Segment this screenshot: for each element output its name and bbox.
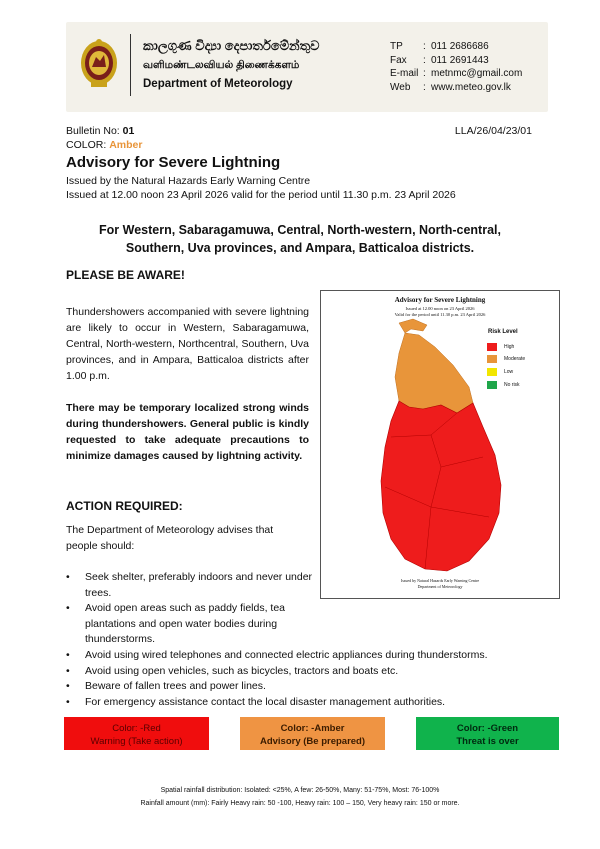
legend-swatch — [487, 343, 497, 351]
map-subtitle-issued: Issued at 12.00 noon on 23 April 2026 — [405, 306, 475, 311]
issued-at: Issued at 12.00 noon 23 April 2026 valid for the period until 11.30 p.m. 23 April 2026 — [66, 189, 456, 201]
bullet-icon: • — [66, 648, 70, 661]
rainfall-amount-note: Rainfall amount (mm): Fairly Heavy rain: 50 -100, Heavy rain: 100 – 150, Very heavy rain: 150 or more. — [140, 800, 460, 807]
legend-swatch — [487, 381, 497, 389]
map-footer-issuer: Issued by Natural Hazards Early Warning Centre — [400, 578, 480, 583]
legend-item-high: High — [487, 343, 514, 351]
legend-swatch — [487, 368, 497, 376]
bulletin-color: COLOR: Amber — [66, 139, 143, 151]
legend-item-moderate: Moderate — [487, 355, 525, 363]
map-footer-department: Department of Meteorology — [417, 584, 463, 589]
contact-details — [390, 40, 522, 94]
contact-row-web: Web : www.meteo.gov.lk — [390, 81, 511, 93]
color-code-red: Color: -Red Warning (Take action) — [64, 717, 209, 750]
legend-title: Risk Level — [488, 329, 518, 335]
bullet-icon: • — [66, 571, 70, 583]
please-be-aware-heading: PLEASE BE AWARE! — [66, 268, 185, 282]
legend-item-low: Low — [487, 368, 513, 376]
contact-row-tp: TP : 011 2686686 — [390, 41, 489, 52]
bullet-icon: • — [66, 695, 70, 708]
advises-text: The Department of Meteorology advises that people should: — [66, 524, 274, 552]
department-name-tamil: வளிமண்டலவியல் திணைக்களம் — [143, 59, 300, 71]
bulletin-reference: LLA/26/04/23/01 — [454, 125, 532, 137]
color-code-amber: Color: -Amber Advisory (Be prepared) — [240, 717, 385, 750]
bullet-icon: • — [66, 664, 70, 677]
list-item: • Beware of fallen trees and power lines. — [66, 679, 546, 695]
header-divider — [130, 34, 131, 96]
affected-areas: For Western, Sabaragamuwa, Central, North-western, North-central, Southern, Uva provinces, and Ampara, Batticaloa districts. — [99, 223, 501, 255]
rainfall-distribution-note: Spatial rainfall distribution: Isolated: <25%, A few: 26-50%, Many: 51-75%, Most: 76-100% — [160, 787, 440, 794]
department-name-english: Department of Meteorology — [143, 78, 293, 90]
sri-lanka-emblem-icon — [78, 35, 120, 93]
list-item: • Avoid using open vehicles, such as bicycles, tractors and boats etc. — [66, 664, 546, 680]
legend-swatch — [487, 355, 497, 363]
bullet-icon: • — [66, 680, 70, 693]
department-name-sinhala: කාලගුණ විද්‍යා දෙපාර්තමේන්තුව — [143, 38, 320, 53]
issued-by: Issued by the Natural Hazards Early Warning Centre — [66, 175, 311, 187]
list-item: • Avoid open areas such as paddy fields, tea plantations and open water bodies during thunderstorms. — [66, 602, 286, 646]
contact-row-fax: Fax : 011 2691443 — [390, 54, 489, 66]
bulletin-number: Bulletin No: 01 — [66, 125, 135, 137]
legend-item-no-risk: No risk — [487, 381, 520, 389]
advisory-title: Advisory for Severe Lightning — [66, 154, 281, 171]
map-title: Advisory for Severe Lightning — [394, 296, 486, 304]
list-item: • Avoid using wired telephones and connected electric appliances during thunderstorms. — [66, 648, 546, 664]
map-subtitle-valid: Valid for the period until 11.30 p.m. 23 April 2026 — [394, 312, 486, 317]
list-item: • Seek shelter, preferably indoors and never under trees. — [66, 571, 313, 599]
risk-map — [320, 290, 560, 599]
color-code-green: Color: -Green Threat is over — [416, 717, 559, 750]
list-item: • For emergency assistance contact the local disaster management authorities. — [66, 695, 546, 711]
contact-row-email: E-mail : metnmc@gmail.com — [390, 68, 523, 79]
strong-winds-paragraph: There may be temporary localized strong winds during thundershowers. General public is kindly requested to take adequate precautions to minimize damages caused by lightning activity. — [66, 402, 309, 462]
thundershower-paragraph: Thundershowers accompanied with severe lightning are likely to occur in Western, Sabaragamuwa, Central, North-western, Northcentral, Southern, Uva provinces, and in Ampara, Batticaloa districts after 1.00 p.m. — [66, 306, 309, 382]
bullet-icon: • — [66, 602, 70, 615]
action-required-heading: ACTION REQUIRED: — [66, 499, 183, 513]
